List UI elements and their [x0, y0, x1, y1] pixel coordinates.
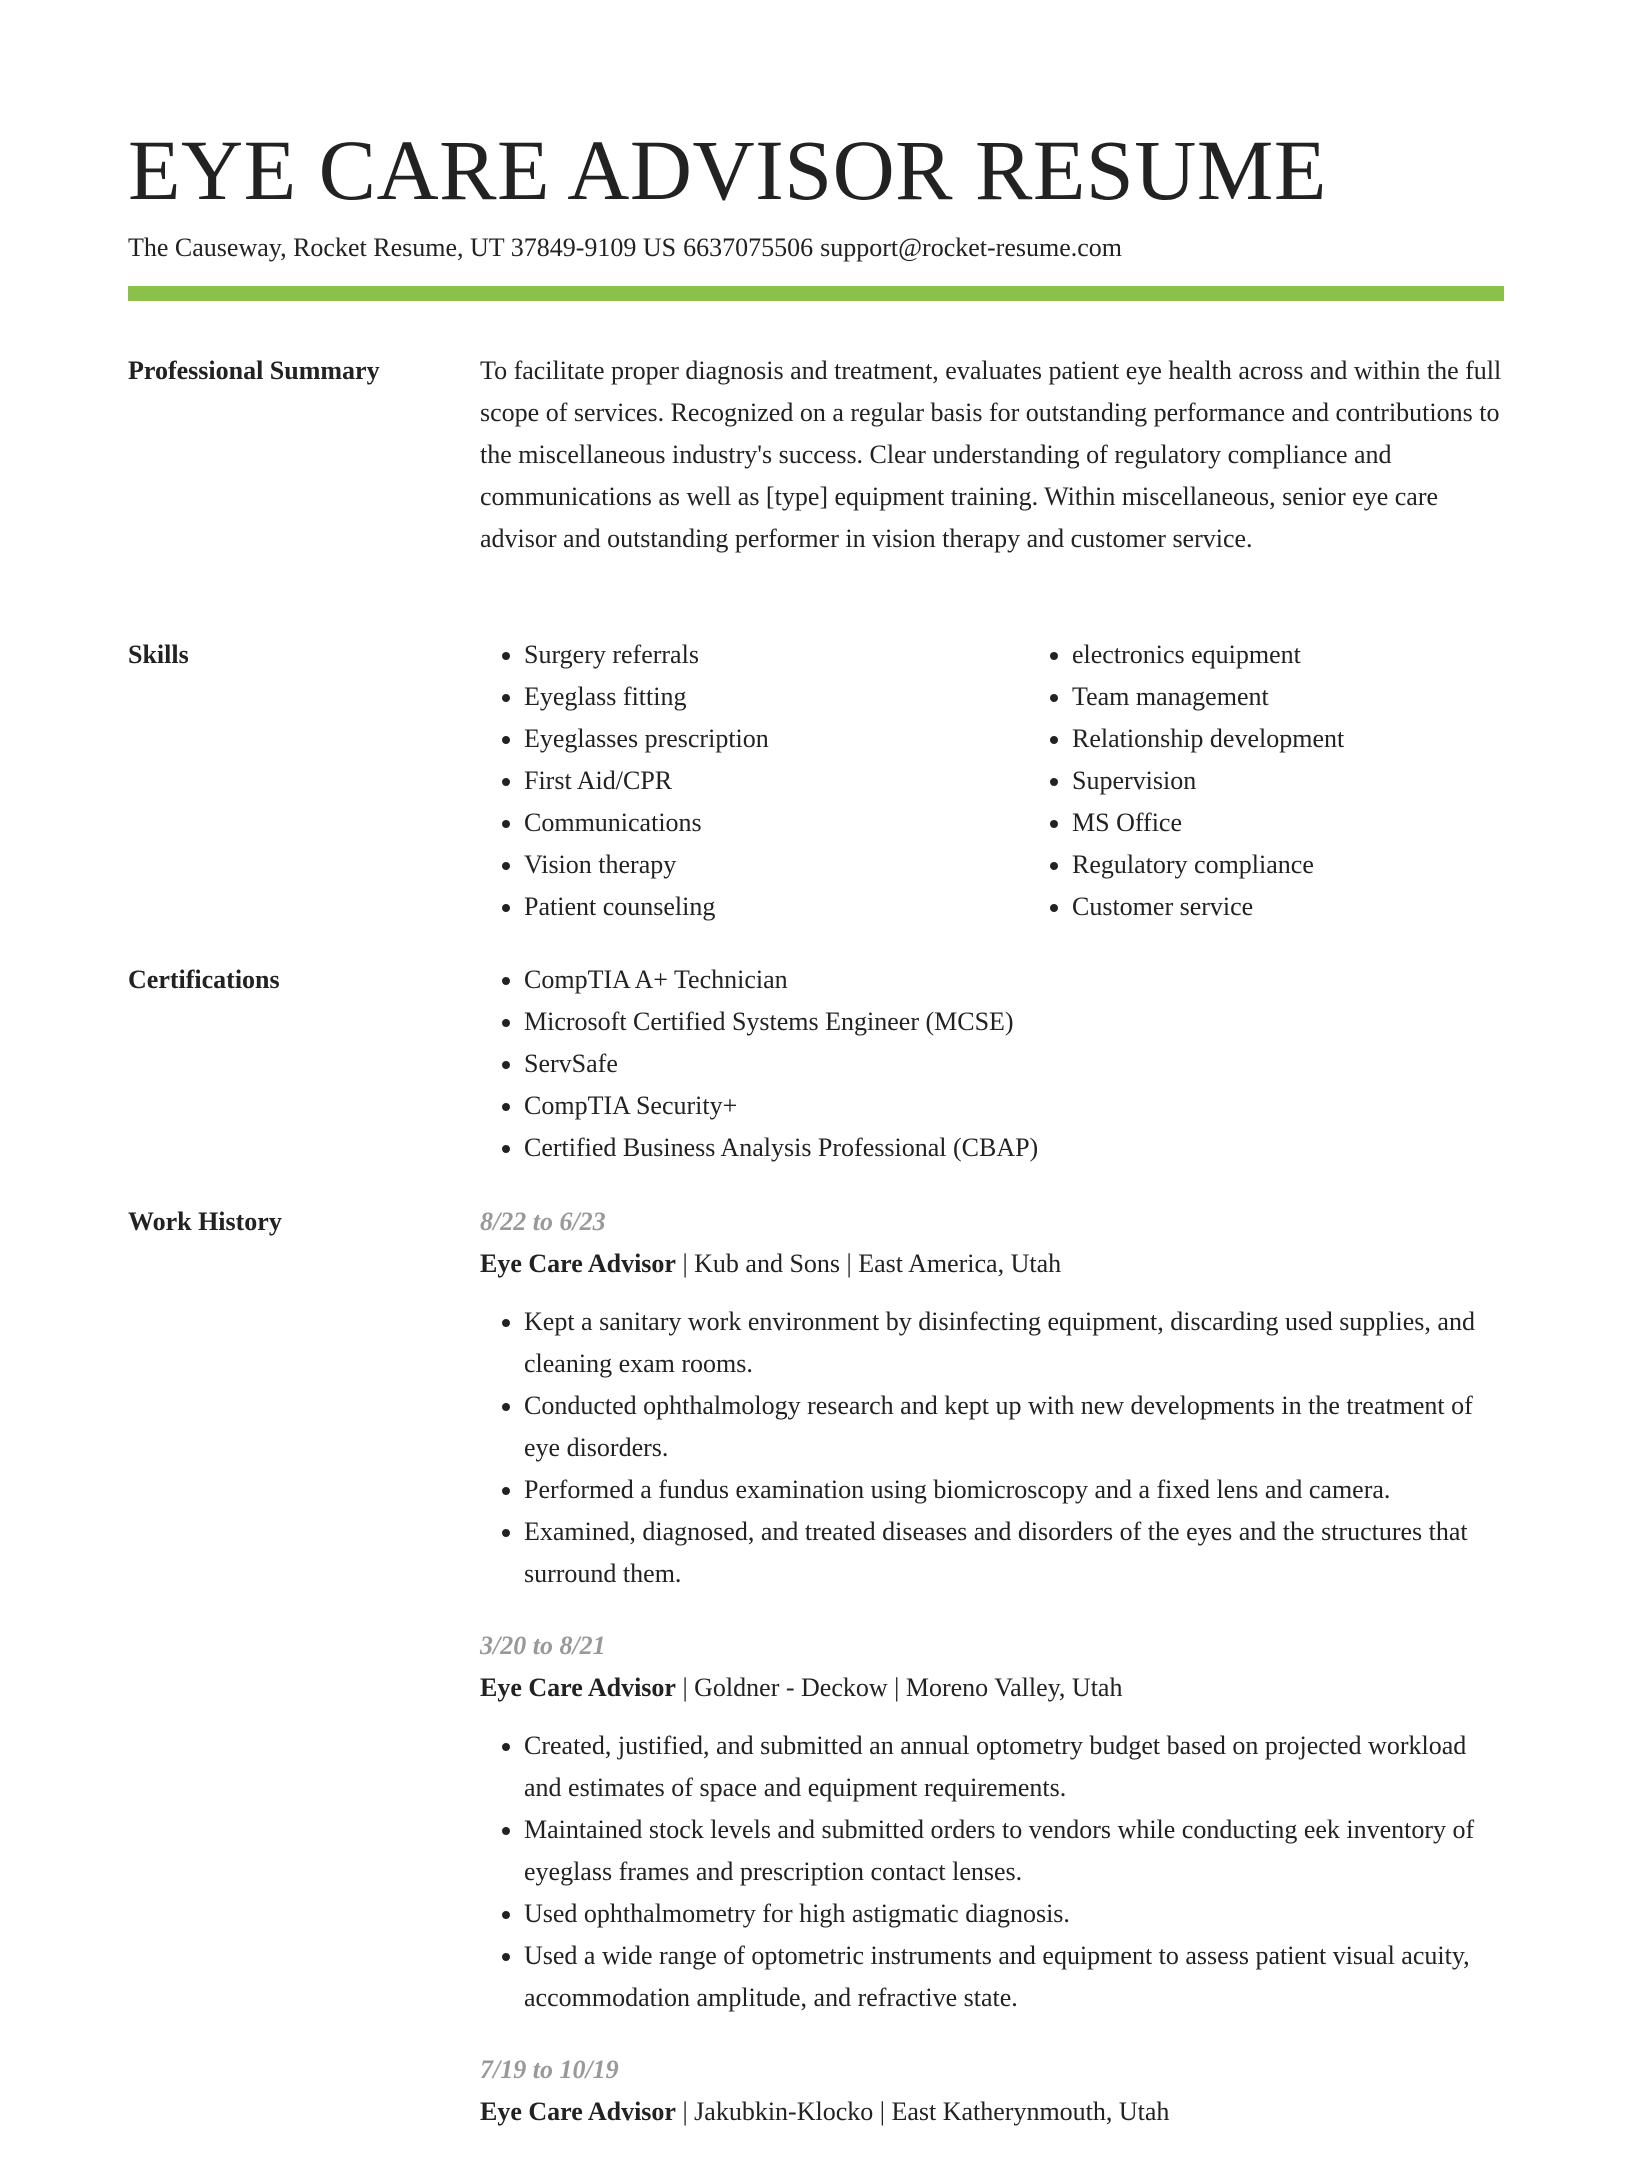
job-duty: • Performed a fundus examination using biomicroscopy and a fixed lens and camera.	[524, 1469, 1504, 1511]
summary-body	[480, 350, 1504, 560]
contact-line	[128, 230, 1122, 266]
job-duty: • Created, justified, and submitted an annual optometry budget based on projected workload and estimates of space and equipment requirements.	[524, 1725, 1504, 1809]
work-history-section	[128, 1201, 1504, 2163]
summary-heading: Professional Summary	[128, 356, 380, 385]
certifications-body	[480, 959, 1504, 1169]
job-title: Eye Care Advisor	[480, 1673, 676, 1702]
summary-section	[128, 350, 1504, 634]
skill-item: • Team management	[1072, 676, 1576, 718]
job-details: | Jakubkin-Klocko | East Katherynmouth, Utah	[675, 2097, 1170, 2126]
skill-item: • Surgery referrals	[524, 634, 1028, 676]
skill-item: • Supervision	[1072, 760, 1576, 802]
contact-address: The Causeway, Rocket Resume, UT 37849-9109 US	[128, 233, 677, 262]
job-duty: • Examined, diagnosed, and treated diseases and disorders of the eyes and the structures that surround them.	[524, 1511, 1504, 1595]
certifications-section	[128, 959, 1504, 1201]
job-heading	[480, 2091, 1504, 2133]
certifications-list	[480, 959, 1504, 1169]
skill-item: • Eyeglass fitting	[524, 676, 1028, 718]
certification-item: • Certified Business Analysis Professional (CBAP)	[524, 1127, 1504, 1169]
skill-item: • Customer service	[1072, 886, 1576, 928]
skill-item: • Eyeglasses prescription	[524, 718, 1028, 760]
job-entry	[480, 2049, 1504, 2133]
work-history-body	[480, 1201, 1504, 2163]
certifications-heading: Certifications	[128, 965, 280, 994]
resume-sections	[128, 350, 1504, 2163]
job-dates: 3/20 to 8/21	[480, 1631, 606, 1660]
skill-item: • Relationship development	[1072, 718, 1576, 760]
job-duty: • Used ophthalmometry for high astigmatic diagnosis.	[524, 1893, 1504, 1935]
skill-item: • Communications	[524, 802, 1028, 844]
skill-item: • MS Office	[1072, 802, 1576, 844]
job-duty: • Kept a sanitary work environment by disinfecting equipment, discarding used supplies, and cleaning exam rooms.	[524, 1301, 1504, 1385]
skills-body	[480, 634, 1576, 928]
job-heading	[480, 1243, 1504, 1285]
job-entry	[480, 1201, 1504, 1595]
contact-email: support@rocket-resume.com	[820, 233, 1123, 262]
page-title: EYE CARE ADVISOR RESUME	[128, 122, 1327, 218]
contact-phone: 6637075506	[683, 233, 814, 262]
job-title: Eye Care Advisor	[480, 2097, 676, 2126]
certification-item: • CompTIA Security+	[524, 1085, 1504, 1127]
certification-item: • CompTIA A+ Technician	[524, 959, 1504, 1001]
skill-item: • electronics equipment	[1072, 634, 1576, 676]
work-history-heading: Work History	[128, 1207, 282, 1236]
job-dates: 8/22 to 6/23	[480, 1207, 606, 1236]
job-duty: • Used a wide range of optometric instruments and equipment to assess patient visual acuity, accommodation amplitude, and refractive state.	[524, 1935, 1504, 2019]
certification-item: • Microsoft Certified Systems Engineer (MCSE)	[524, 1001, 1504, 1043]
job-duties-list	[480, 1301, 1504, 1595]
job-entry	[480, 1625, 1504, 2019]
job-details: | Goldner - Deckow | Moreno Valley, Utah	[675, 1673, 1123, 1702]
job-title: Eye Care Advisor	[480, 1249, 676, 1278]
skill-item: • First Aid/CPR	[524, 760, 1028, 802]
summary-text: To facilitate proper diagnosis and treatment, evaluates patient eye health across and within the full scope of services. Recognized on a regular basis for outstanding performance and contributions to the miscellaneous industry's success. Clear understanding of regulatory compliance and communications as well as [type] equipment training. Within miscellaneous, senior eye care advisor and outstanding performer in vision therapy and customer service.	[480, 356, 1502, 553]
skills-list-right	[1028, 634, 1576, 928]
skill-item: • Vision therapy	[524, 844, 1028, 886]
skill-item: • Regulatory compliance	[1072, 844, 1576, 886]
job-duty: • Conducted ophthalmology research and kept up with new developments in the treatment of eye disorders.	[524, 1385, 1504, 1469]
certification-item: • ServSafe	[524, 1043, 1504, 1085]
skill-item: • Patient counseling	[524, 886, 1028, 928]
skills-list-left	[480, 634, 1028, 928]
header-divider	[128, 286, 1504, 301]
job-duties-list	[480, 1725, 1504, 2019]
job-heading	[480, 1667, 1504, 1709]
skills-heading: Skills	[128, 640, 189, 669]
skills-section	[128, 634, 1504, 959]
job-duty: • Maintained stock levels and submitted orders to vendors while conducting eek inventory of eyeglass frames and prescription contact lenses.	[524, 1809, 1504, 1893]
job-details: | Kub and Sons | East America, Utah	[675, 1249, 1062, 1278]
job-dates: 7/19 to 10/19	[480, 2055, 619, 2084]
